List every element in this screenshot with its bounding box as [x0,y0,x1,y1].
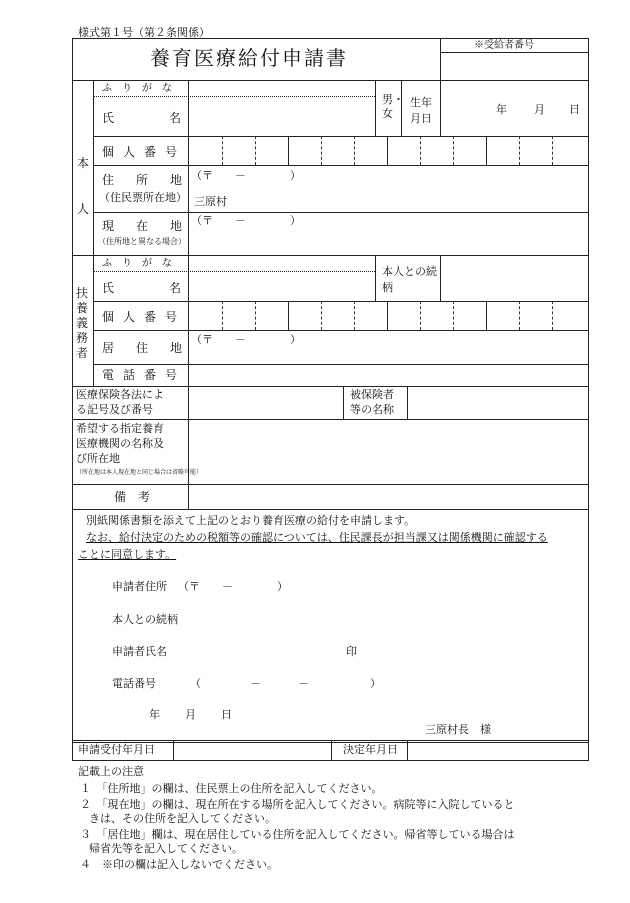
recipient-number-label: ※受給者番号 [474,40,534,51]
received-date-field[interactable] [175,742,329,758]
insurance-label-1: 医療保険各法によ [76,388,164,401]
patient-current-label: 現在地 [102,219,205,233]
statement-2b: ことに同意します。 [78,548,177,561]
note-1: １ 「住所地」の欄は、住民票上の住所を記入してください。 [80,782,383,795]
institution-note: （所在地は本人現在地と同じ場合は省略可能） [76,469,203,476]
guardian-residence-label: 居住地 [102,341,205,355]
insured-label-1: 被保険者 [350,388,394,401]
institution-label-3: び所在地 [76,452,120,465]
applicant-phone-value: （ － － ） [190,677,382,690]
patient-name-field[interactable] [190,97,374,135]
statement-1: 別紙関係書類を添えて上記のとおり養育医療の給付を申請します。 [86,514,416,527]
institution-label-1: 希望する指定養育 [76,422,164,435]
guardian-name-label: 氏名 [102,281,237,295]
patient-address-sub: （住民票所在地） [99,191,187,204]
statement-2a: なお、給付決定のための税額等の確認については、住民課長が担当課又は関係機関に確認する [86,531,548,544]
patient-current-sub: （住所地と異なる場合） [98,237,186,246]
patient-name-label: 氏名 [102,111,237,125]
date-day: 日 [221,708,232,721]
guardian-residence-postal: （〒 － ） [191,333,301,346]
applicant-address-postal: （〒 － ） [178,580,288,593]
applicant-phone-label: 電話番号 [112,677,156,690]
birth-label: 生年月日 [410,96,432,125]
date-year: 年 [149,708,160,721]
guardian-phone-label: 電話番号 [102,368,187,382]
patient-address-postal: （〒 － ） [191,169,301,182]
received-date-label: 申請受付年月日 [78,743,155,756]
notes-heading: 記載上の注意 [78,765,144,778]
insurance-label-2: る記号及び番号 [76,403,153,416]
note-3a: ３ 「居住地」欄は、現在居住している住所を記入してください。帰省等している場合は [80,828,515,841]
patient-current-postal: （〒 － ） [191,214,301,227]
applicant-name-label: 申請者氏名 [112,645,167,658]
guardian-section-label: 扶養義務者 [76,286,89,360]
seal-mark: 印 [346,645,357,658]
note-2a: ２ 「現在地」の欄は、現在所在する場所を記入してください。病院等に入院していると [80,798,515,811]
note-2b: きは、その住所を記入してください。 [89,812,276,825]
applicant-relation-label: 本人との続柄 [112,613,178,626]
guardian-personal-number-label: 個人番号 [102,310,187,324]
decision-date-label: 決定年月日 [343,743,398,756]
recipient-number-field[interactable] [441,54,585,79]
sex-label: 男・女 [382,93,404,120]
patient-furigana-label: ふりがな [102,83,182,94]
birth-day: 日 [569,103,580,116]
date-month: 月 [185,708,196,721]
patient-address-label: 住所地 [102,173,205,187]
institution-label-2: 医療機関の名称及 [76,437,164,450]
applicant-address-label: 申請者住所 [112,580,167,593]
patient-address-village: 三原村 [194,195,227,208]
birth-month: 月 [534,103,545,116]
decision-date-field[interactable] [409,742,585,758]
relation-label: 本人との続柄 [382,265,437,294]
guardian-furigana-label: ふりがな [102,258,182,269]
patient-section-label: 本人 [77,156,90,216]
birth-year: 年 [496,103,507,116]
addressee: 三原村長 様 [425,723,491,736]
form-title: 養育医療給付申請書 [150,46,348,70]
insured-label-2: 等の名称 [350,403,394,416]
guardian-name-field[interactable] [190,272,374,300]
form-number: 様式第１号（第２条関係） [78,26,210,39]
note-3b: 帰省先等を記入してください。 [89,842,243,855]
note-4: ４ ※印の欄は記入しないでください。 [80,858,278,871]
patient-personal-number-label: 個人番号 [102,145,187,159]
remarks-label: 備考 [114,490,163,504]
